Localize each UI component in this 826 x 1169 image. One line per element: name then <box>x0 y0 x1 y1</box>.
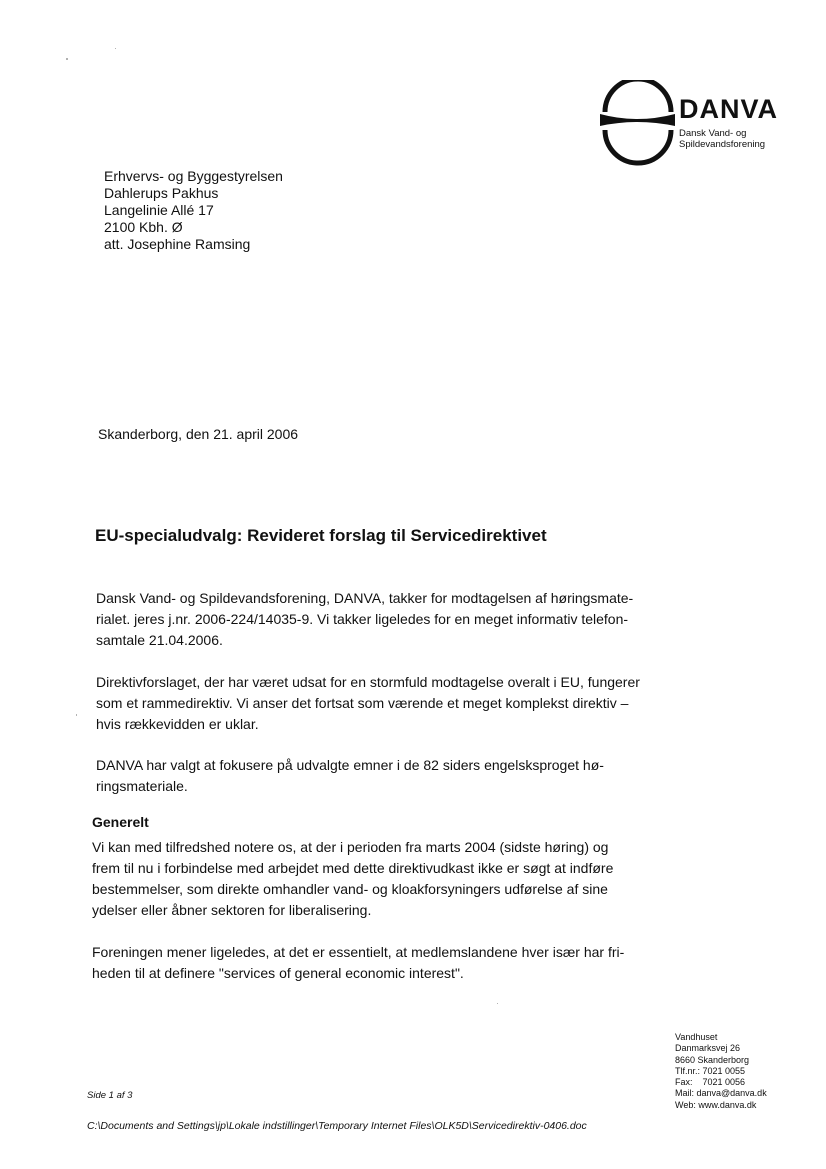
paragraph-5 <box>92 942 652 984</box>
paragraph-line: samtale 21.04.2006. <box>96 632 223 648</box>
paragraph-line: rialet. jeres j.nr. 2006-224/14035-9. Vi takker ligeledes for en meget informativ telefon- <box>96 611 629 627</box>
contact-line: Mail: danva@danva.dk <box>675 1088 767 1099</box>
address-line: att. Josephine Ramsing <box>104 236 251 252</box>
contact-line: 8660 Skanderborg <box>675 1054 750 1065</box>
scan-speck <box>66 58 68 60</box>
logo-subtitle-line-1: Dansk Vand- og <box>679 128 747 139</box>
paragraph-line: Foreningen mener ligeledes, at det er essentielt, at medlemslandene hver især har fri- <box>92 944 625 960</box>
subject-heading: EU-specialudvalg: Revideret forslag til Servicedirektivet <box>95 526 547 545</box>
address-line: Dahlerups Pakhus <box>104 185 219 201</box>
paragraph-line: Direktivforslaget, der har været udsat for en stormfuld modtagelse overalt i EU, fungerer <box>96 674 640 690</box>
paragraph-line: ydelser eller åbner sektoren for liberalisering. <box>92 902 372 918</box>
scan-speck <box>497 1003 498 1004</box>
logo-name: DANVA <box>679 94 778 124</box>
recipient-address <box>104 168 283 253</box>
address-line: 2100 Kbh. Ø <box>104 219 183 235</box>
paragraph-line: DANVA har valgt at fokusere på udvalgte emner i de 82 siders engelsksproget hø- <box>96 757 604 773</box>
paragraph-line: som et rammedirektiv. Vi anser det fortsat som værende et meget komplekst direktiv – <box>96 695 629 711</box>
date-line: Skanderborg, den 21. april 2006 <box>98 426 299 442</box>
page-number: Side 1 af 3 <box>87 1090 133 1101</box>
contact-line: Tlf.nr.: 7021 0055 <box>675 1065 746 1076</box>
danva-emblem-icon <box>597 80 677 166</box>
paragraph-line: heden til at definere "services of general economic interest". <box>92 965 464 981</box>
contact-line: Danmarksvej 26 <box>675 1043 741 1054</box>
paragraph-line: frem til nu i forbindelse med arbejdet med dette direktivudkast ikke er søgt at indføre <box>92 860 614 876</box>
address-line: Erhvervs- og Byggestyrelsen <box>104 168 283 184</box>
address-line: Langelinie Allé 17 <box>104 202 214 218</box>
paragraph-3 <box>96 755 656 797</box>
paragraph-1 <box>96 588 656 651</box>
paragraph-line: ringsmateriale. <box>96 778 188 794</box>
contact-line: Vandhuset <box>675 1032 718 1042</box>
contact-block <box>675 1032 767 1111</box>
danva-logo <box>597 80 797 166</box>
paragraph-line: bestemmelser, som direkte omhandler vand- og kloakforsyningers udførelse af sine <box>92 881 608 897</box>
contact-line: Web: www.danva.dk <box>675 1099 757 1110</box>
logo-subtitle-line-2: Spildevandsforening <box>679 139 766 150</box>
contact-line: Fax: 7021 0056 <box>675 1077 746 1088</box>
file-path: C:\Documents and Settings\jp\Lokale indstillinger\Temporary Internet Files\OLK5D\Servicedirektiv-0406.doc <box>87 1120 587 1132</box>
paragraph-4 <box>92 837 652 921</box>
paragraph-line: hvis rækkevidden er uklar. <box>96 716 259 732</box>
paragraph-line: Vi kan med tilfredshed notere os, at der i perioden fra marts 2004 (sidste høring) og <box>92 839 609 855</box>
scan-speck <box>76 714 77 716</box>
section-heading-generelt: Generelt <box>92 814 149 830</box>
scan-speck <box>115 48 116 49</box>
paragraph-line: Dansk Vand- og Spildevandsforening, DANVA, takker for modtagelsen af høringsmate- <box>96 590 634 606</box>
paragraph-2 <box>96 672 656 735</box>
